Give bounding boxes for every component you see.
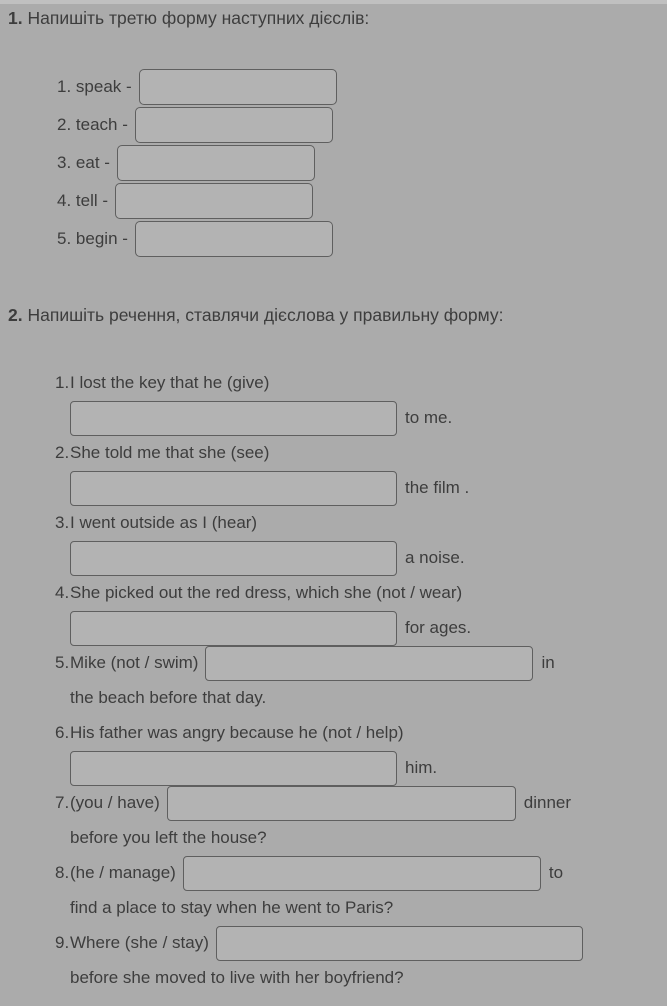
verb-item: [0, 182, 667, 220]
item-number: 6.: [55, 723, 70, 742]
sentence-pre-text: (you / have): [70, 793, 160, 812]
item-number: 5.: [55, 653, 70, 672]
sentence-pre-text: She picked out the red dress, which she (not / wear): [70, 583, 463, 602]
sentence-item-9: [0, 925, 667, 995]
sentence-continuation: the beach before that day.: [70, 688, 267, 707]
verb-number: 5.: [57, 229, 72, 248]
answer-input-not-wear[interactable]: [70, 611, 397, 646]
exercise-1-title: [8, 6, 667, 30]
exercise-1-title-text: Напишіть третю форму наступних дієслів:: [22, 8, 370, 28]
answer-input-teach[interactable]: [135, 107, 333, 143]
item-number: 9.: [55, 933, 70, 952]
item-number: 7.: [55, 793, 70, 812]
sentence-text-line: [70, 645, 667, 680]
sentence-after-text: dinner: [523, 793, 572, 812]
answer-input-not-swim[interactable]: [205, 646, 533, 681]
verb-number: 4.: [57, 191, 72, 210]
answer-input-you-have[interactable]: [167, 786, 516, 821]
sentence-text-line: [70, 575, 667, 610]
item-number: 3.: [55, 513, 70, 532]
sentence-item-4: [0, 575, 667, 645]
sentence-after-text: him.: [405, 758, 438, 777]
top-edge-highlight: [0, 0, 667, 4]
sentence-text-line: [70, 715, 667, 750]
answer-input-not-help[interactable]: [70, 751, 397, 786]
sentence-text-line: [70, 925, 667, 960]
verb-label: eat -: [75, 153, 110, 172]
sentence-item-8: [0, 855, 667, 925]
answer-input-eat[interactable]: [117, 145, 315, 181]
sentence-pre-text: I went outside as I (hear): [70, 513, 258, 532]
verb-item: [0, 106, 667, 144]
sentence-continuation: find a place to stay when he went to Paris?: [70, 898, 394, 917]
sentence-item-3: [0, 505, 667, 575]
verb-label: teach -: [75, 115, 128, 134]
answer-input-she-stay[interactable]: [216, 926, 583, 961]
sentence-text-line: [70, 785, 667, 820]
sentence-item-2: [0, 435, 667, 505]
answer-line: [70, 610, 667, 645]
sentence-pre-text: Where (she / stay): [70, 933, 209, 952]
item-number: 8.: [55, 863, 70, 882]
sentence-item-7: [0, 785, 667, 855]
verb-label: tell -: [75, 191, 109, 210]
item-number: 4.: [55, 583, 70, 602]
sentence-pre-text: I lost the key that he (give): [70, 373, 270, 392]
item-number: 2.: [55, 443, 70, 462]
sentence-continuation: before she moved to live with her boyfriend?: [70, 968, 404, 987]
verb-item: [0, 68, 667, 106]
answer-input-hear[interactable]: [70, 541, 397, 576]
sentence-after-text: a noise.: [405, 548, 465, 567]
sentence-text-line: [70, 365, 667, 400]
exercise-1-number: 1.: [8, 8, 23, 28]
sentence-pre-text: Mike (not / swim): [70, 653, 199, 672]
verb-number: 2.: [57, 115, 72, 134]
verb-item: [0, 144, 667, 182]
verb-label: begin -: [75, 229, 128, 248]
answer-line: [70, 400, 667, 435]
sentence-after-text: the film .: [405, 478, 470, 497]
verb-label: speak -: [75, 77, 132, 96]
answer-input-give[interactable]: [70, 401, 397, 436]
answer-input-speak[interactable]: [139, 69, 337, 105]
exercise-2-number: 2.: [8, 305, 23, 325]
answer-line: [70, 750, 667, 785]
verb-list: [0, 68, 667, 258]
sentence-item-5: [0, 645, 667, 715]
sentence-pre-text: (he / manage): [70, 863, 176, 882]
sentence-after-text: in: [541, 653, 555, 672]
answer-input-he-manage[interactable]: [183, 856, 541, 891]
sentence-text-line: [70, 435, 667, 470]
answer-input-see[interactable]: [70, 471, 397, 506]
exercise-2-title-text: Напишіть речення, ставлячи дієслова у правильну форму:: [22, 305, 504, 325]
sentence-item-6: [0, 715, 667, 785]
sentence-after-text: to me.: [405, 408, 453, 427]
verb-number: 1.: [57, 77, 72, 96]
sentence-text-line: [70, 505, 667, 540]
verb-number: 3.: [57, 153, 72, 172]
sentence-text-line: [70, 855, 667, 890]
answer-input-begin[interactable]: [135, 221, 333, 257]
sentence-pre-text: His father was angry because he (not / help): [70, 723, 404, 742]
sentence-list: [0, 365, 667, 995]
sentence-pre-text: She told me that she (see): [70, 443, 270, 462]
answer-line: [70, 470, 667, 505]
answer-line: [70, 540, 667, 575]
verb-item: [0, 220, 667, 258]
sentence-after-text: for ages.: [405, 618, 472, 637]
sentence-after-text: to: [548, 863, 564, 882]
sentence-item-1: [0, 365, 667, 435]
answer-input-tell[interactable]: [115, 183, 313, 219]
exercise-2-title: [8, 303, 667, 327]
item-number: 1.: [55, 373, 70, 392]
sentence-continuation: before you left the house?: [70, 828, 267, 847]
